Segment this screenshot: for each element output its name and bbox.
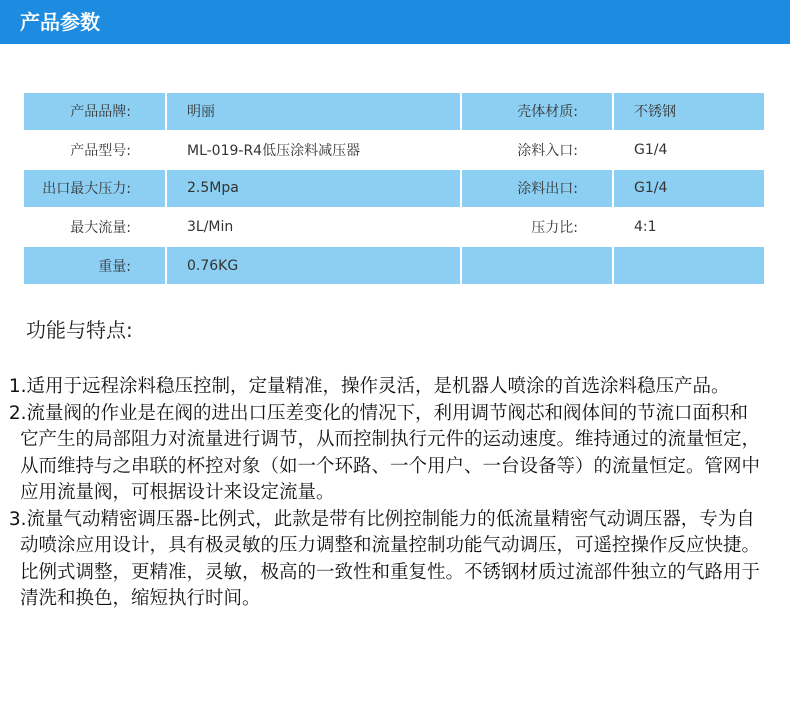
- param-label: 压力比:: [461, 208, 613, 247]
- param-value: 2.5Mpa: [166, 169, 461, 208]
- feature-item: 3.流量气动精密调压器-比例式，此款是带有比例控制能力的低流量精密气动调压器，专为自动喷涂应用设计，具有极灵敏的压力调整和流量控制功能气动调压，可遥控操作反应快捷。比例式调整，更精准，灵敏，极高的一致性和重复性。不锈钢材质过流部件独立的气路用于清洗和换色，缩短执行时间。: [8, 508, 761, 609]
- section-header: [0, 0, 790, 44]
- section-header-title: 产品参数: [20, 10, 100, 34]
- param-value: G1/4: [613, 169, 765, 208]
- param-label: 涂料入口:: [461, 131, 613, 170]
- param-label: 产品型号:: [23, 131, 166, 170]
- table-row: [23, 208, 765, 247]
- param-value: 3L/Min: [166, 208, 461, 247]
- param-label: 产品品牌:: [23, 92, 166, 131]
- param-value: 明丽: [166, 92, 461, 131]
- product-params-table: [22, 91, 766, 286]
- param-label: 最大流量:: [23, 208, 166, 247]
- features-list: [8, 374, 761, 613]
- param-label: 涂料出口:: [461, 169, 613, 208]
- table-row: [23, 169, 765, 208]
- param-label: 出口最大压力:: [23, 169, 166, 208]
- param-label: 重量:: [23, 246, 166, 285]
- feature-item: 2.流量阀的作业是在阀的进出口压差变化的情况下，利用调节阀芯和阀体间的节流口面积和它产生的局部阻力对流量进行调节，从而控制执行元件的运动速度。维持通过的流量恒定，从而维持与之串联的杯控对象（如一个环路、一个用户、一台设备等）的流量恒定。管网中应用流量阀，可根据设计来设定流量。: [8, 402, 761, 503]
- param-label: 壳体材质:: [461, 92, 613, 131]
- param-value: [613, 246, 765, 285]
- param-value: G1/4: [613, 131, 765, 170]
- param-label: [461, 246, 613, 285]
- param-value: ML-019-R4低压涂料减压器: [166, 131, 461, 170]
- features-title: 功能与特点:: [26, 318, 133, 342]
- param-value: 不锈钢: [613, 92, 765, 131]
- feature-item: 1.适用于远程涂料稳压控制，定量精准，操作灵活，是机器人喷涂的首选涂料稳压产品。: [8, 376, 730, 397]
- param-value: 0.76KG: [166, 246, 461, 285]
- table-row: [23, 131, 765, 170]
- param-value: 4:1: [613, 208, 765, 247]
- table-row: [23, 246, 765, 285]
- table-row: [23, 92, 765, 131]
